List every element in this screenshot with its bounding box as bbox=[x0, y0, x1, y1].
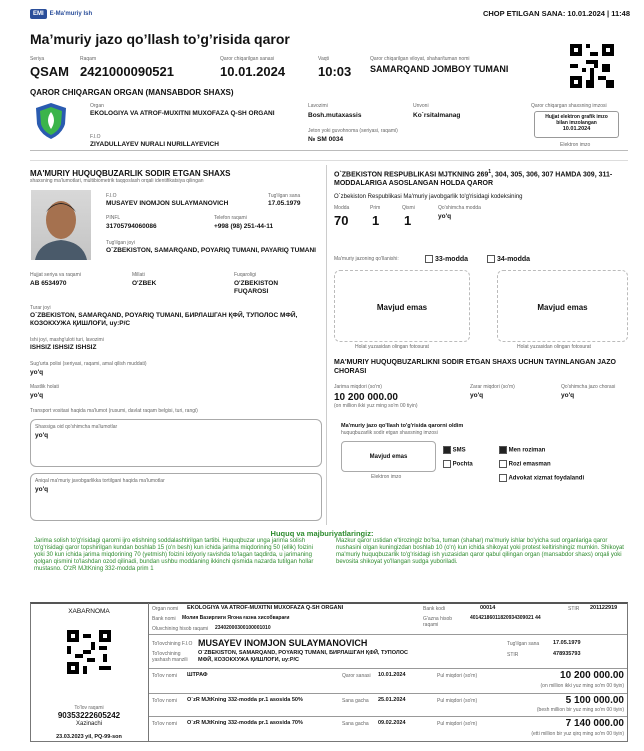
pay-number: 90353222605242 bbox=[57, 711, 121, 720]
opt-33[interactable] bbox=[425, 255, 468, 263]
article-value: 70 bbox=[334, 213, 349, 228]
signature-label: Qaror chiqargan shaxsning imzosi bbox=[531, 103, 607, 109]
extra-article-value: yo'q bbox=[438, 213, 452, 220]
series-value: QSAM bbox=[30, 64, 69, 79]
r-account-label: Oluvchining hisob raqami bbox=[152, 626, 209, 632]
work-label: Ishi joyi, mashg'uloti turi, lavozimi bbox=[30, 337, 104, 343]
opt-lawyer[interactable] bbox=[499, 474, 584, 482]
article-label: Modda bbox=[334, 205, 350, 211]
damage-label: Zarar miqdori (so'm) bbox=[470, 384, 515, 390]
place-label: Qaror chiqarilgan viloyat, shahar/tuman nomi bbox=[370, 56, 470, 62]
residence-label: Turar joyi bbox=[30, 305, 51, 311]
extra-article-label: Qo'shimcha modda bbox=[438, 205, 481, 211]
legal-title-a: O`ZBEKISTON RESPUBLIKASI MJTKNING 269 bbox=[334, 171, 489, 179]
photo-box-1 bbox=[334, 270, 470, 342]
opt-33-label: 33-modda bbox=[434, 255, 469, 263]
rank-value: Ko`rsitalmanag bbox=[413, 112, 461, 119]
xabarnoma-label: XABARNOMA bbox=[68, 608, 110, 615]
ack-sign-caption: Elektron imzo bbox=[371, 474, 402, 480]
receipt-date: 23.03.2023 yil, PQ-99-son bbox=[56, 734, 122, 740]
extra-info-label: Shaxsiga oid qo'shimcha ma'lumotlar bbox=[35, 424, 118, 430]
r1-note: (on million ikki yuz ming so'm 00 tiyin) bbox=[540, 683, 624, 689]
phone-label: Telefon raqami bbox=[214, 215, 247, 221]
opt-34[interactable] bbox=[487, 255, 530, 263]
birth-value: 17.05.1979 bbox=[268, 200, 301, 207]
cashier-label: Xazinachi bbox=[75, 721, 102, 727]
phone-value: +998 (98) 251-44-11 bbox=[214, 223, 274, 230]
checkbox-sms[interactable] bbox=[443, 446, 451, 454]
r1-v2: 10.01.2024 bbox=[378, 672, 406, 678]
r1-l1: To'lov nomi bbox=[152, 673, 177, 679]
r1-amount: 10 200 000.00 bbox=[560, 670, 624, 681]
r-account: 23402000300100001010 bbox=[215, 625, 271, 631]
person-section-title: MA'MURIY HUQUQBUZARLIK SODIR ETGAN SHAXS bbox=[30, 169, 231, 178]
citizen-label: Fuqaroligi bbox=[234, 272, 256, 278]
logo-text: E-Ma'muriy Ish bbox=[49, 11, 93, 17]
transport-label: Transport vositasi haqida ma'lumot (rusumi, davlat raqam belgisi, turi, rangi) bbox=[30, 408, 198, 414]
fact-info-label: Aniqal ma'muriy javobgarlikka tortilgani haqida ma'lumotlar bbox=[35, 478, 165, 484]
checkbox-33[interactable] bbox=[425, 255, 433, 263]
ack-sign-text: Mavjud emas bbox=[369, 454, 408, 460]
post-label: Pochta bbox=[452, 461, 473, 468]
position-value: Bosh.mutaxassis bbox=[308, 112, 362, 119]
signature-box bbox=[534, 111, 619, 138]
part-label: Prim bbox=[370, 205, 381, 211]
time-value: 10:03 bbox=[318, 64, 352, 79]
photo-1-caption: Holat yuzasidan olingan fotosurat bbox=[355, 344, 429, 350]
opt-post[interactable] bbox=[443, 460, 473, 468]
series-label: Seriya bbox=[30, 56, 45, 62]
r3-l1: To'lov nomi bbox=[152, 721, 177, 727]
pay-number-label: To'lov raqami bbox=[74, 705, 104, 711]
penalty-section-title: MA'MURIY HUQUQBUZARLIKNI SODIR ETGAN SHAXS UCHUN TAYINLANGAN JAZO CHORASI bbox=[334, 359, 616, 375]
sms-label: SMS bbox=[452, 447, 466, 454]
pinfl-label: PINFL bbox=[106, 215, 121, 221]
person-fio: MUSAYEV INOMJON SULAYMANOVICH bbox=[106, 200, 229, 207]
r-stir-label: STIR bbox=[568, 606, 580, 612]
nation-label: Millati bbox=[132, 272, 145, 278]
r-organ: EKOLOGIYA VA ATROF-MUXITNI MUXOFAZA Q-SH ORGANI bbox=[187, 605, 344, 611]
r-treasury: 40142186011820934309021 44 bbox=[470, 615, 541, 621]
birthplace-label: Tug'ilgan joyi bbox=[106, 240, 135, 246]
badge-value: № SM 0034 bbox=[308, 136, 344, 143]
r3-l2: Sana gacha bbox=[342, 721, 369, 727]
fine-note: (on million ikki yuz ming so'm 00 tiyin) bbox=[334, 403, 418, 409]
r-pstir-label: STIR bbox=[507, 652, 519, 658]
opt-sms[interactable] bbox=[443, 446, 466, 454]
r3-note: (etti million bir yuz qirq ming so'm 00 tiyin) bbox=[531, 731, 624, 737]
r3-amount: 7 140 000.00 bbox=[565, 718, 624, 729]
officer-fio: ZIYADULLAYEV NURALI NURILLAYEVICH bbox=[90, 141, 219, 148]
photo-box-2 bbox=[497, 270, 628, 342]
r-pbirth: 17.05.1979 bbox=[553, 640, 581, 646]
citizen-value: O'ZBEKISTON FUQAROSI bbox=[234, 280, 279, 295]
time-label: Vaqti bbox=[318, 56, 330, 62]
r-payer: MUSAYEV INOMJON SULAYMANOVICH bbox=[198, 638, 368, 648]
checkbox-34[interactable] bbox=[487, 255, 495, 263]
r-paddr-label: To'lovchining yashash manzili bbox=[152, 651, 188, 663]
insurance-value: yo'q bbox=[30, 369, 44, 376]
signature-date: 10.01.2024 bbox=[562, 126, 591, 132]
insurance-label: Sug'urta polisi (seriyasi, raqami, amal qilish muddati) bbox=[30, 361, 147, 367]
passport-value: AB 6534970 bbox=[30, 280, 67, 287]
photo-1-text: Mavjud emas bbox=[376, 303, 428, 312]
sobriety-value: yo'q bbox=[30, 392, 44, 399]
r-organ-label: Organ nomi bbox=[152, 606, 179, 612]
emblem-icon bbox=[34, 102, 68, 140]
birthplace-value: O`ZBEKISTON, SAMARQAND, POYARIQ TUMANI, PAYARIQ TUMANI bbox=[106, 247, 316, 254]
r2-note: (besh million bir yuz ming so'm 00 tiyin) bbox=[536, 707, 624, 713]
r1-l3: Pul miqdori (so'm) bbox=[437, 673, 478, 679]
item-value: 1 bbox=[404, 213, 412, 228]
r2-amount: 5 100 000.00 bbox=[565, 695, 624, 706]
legal-title-b: , 304, 305, 306, 307 HAMDA 309, 311-MODDALARIGA ASOSLANGAN HOLDA QAROR bbox=[334, 171, 613, 188]
number-value: 2421000090521 bbox=[80, 64, 174, 79]
r3-v2: 09.02.2024 bbox=[378, 720, 406, 726]
organ-name-label: Organ bbox=[90, 103, 104, 109]
rights-left: Jarima solish to'g'risidagi qarorni ijro etishning soddalashtirilgan tartibi. Huquqbuzar unga jarima solish to'g'risidagi qaror topshirilgan kundan boshlab 15 (o'n besh) kun ichida jarima miqdorining 50 (ellik) foizini yoki 30 kun ichida jarima miqdorining 70 (yetmish) foizini ixtiyoriy ravishda to'lagan taqdirda, u jarimaning qolgan qismini to'lashdan ozod qilinadi, bundan ushbu moddaning ikkinchi qismida nazarda tutilgan hollar mustasno. O'zR MJtKning 332-modda prim 1 bbox=[34, 538, 314, 572]
person-photo bbox=[31, 190, 91, 260]
work-value: ISHSIZ ISHSIZ ISHSIZ bbox=[30, 344, 97, 351]
agree-label: Men roziman bbox=[508, 447, 546, 454]
sobriety-label: Mastlik holati bbox=[30, 384, 59, 390]
receipt-qr-icon bbox=[67, 630, 111, 674]
badge-label: Jeton yoki guvohnoma (seriyasi, raqami) bbox=[308, 128, 398, 134]
r2-v2: 25.01.2024 bbox=[378, 697, 406, 703]
person-section-sub: shaxsning ma'lumotlari, multibiometrik taqqoslash orqali identifikatsiya qilingan bbox=[30, 178, 204, 184]
part-value: 1 bbox=[372, 213, 380, 228]
rights-right: Mazkur qaror ustidan e'tirozingiz bo'lsa, tuman (shahar) ma'muriy ishlar bo'yicha sud organlariga qaror nushasini olgan kuningizdan boshlab 10 (o'n) kun ichida shikoyat yoki protest keltirishingiz mumkin. Shikoyat ma'muriy huquqbuzarlik to'g'risidagi ish yuzasidan qaror qabul qilingan organ (mansabdor shaxs) orqali yoki bevosita shikoyat yo'llangan sudga yuboriladi. bbox=[336, 538, 624, 565]
position-label: Lavozimi bbox=[308, 103, 328, 109]
place-value: SAMARQAND JOMBOY TUMANI bbox=[370, 64, 509, 74]
r2-l1: To'lov nomi bbox=[152, 698, 177, 704]
officer-fio-label: F.I.O bbox=[90, 134, 101, 140]
print-date: CHOP ETILGAN SANA: 10.01.2024 | 11:48 bbox=[482, 9, 630, 18]
photo-2-text: Mavjud emas bbox=[537, 303, 588, 312]
opt-34-label: 34-modda bbox=[496, 255, 531, 263]
damage-value: yo'q bbox=[470, 392, 484, 399]
r-bank-code-label: Bank kodi bbox=[423, 606, 445, 612]
opt-agree[interactable] bbox=[499, 446, 545, 454]
r1-v1: ШТРАФ bbox=[187, 672, 208, 678]
birth-label: Tug'ilgan sana bbox=[268, 193, 301, 199]
ack-title: Ma'muriy jazo qo'llash to'g'risida qarorni oldim bbox=[341, 423, 464, 429]
pinfl-value: 31705794060086 bbox=[106, 223, 157, 230]
r2-l3: Pul miqdori (so'm) bbox=[437, 698, 478, 704]
r3-v1: O`zR MJtKning 332-modda pr.1 asosida 70% bbox=[187, 720, 303, 726]
photo-2-caption: Holat yuzasidan olingan fotosurat bbox=[517, 344, 591, 350]
r-bank-code: 00014 bbox=[480, 605, 496, 611]
passport-label: Hujjat seriya va raqami bbox=[30, 272, 81, 278]
r-paddr: O`ZBEKISTON, SAMARQAND, POYARIQ TUMANI, БИРЛАШГАН ҚФЙ, ТУПОЛОС МФЙ, КОЗОКХУЖА ҚИШЛОҒИ, uy:P/C bbox=[198, 650, 408, 663]
fact-info-value: yo'q bbox=[35, 486, 49, 493]
logo-badge: EMI bbox=[30, 9, 47, 19]
ack-sign-box bbox=[341, 441, 436, 472]
fine-label: Jarima miqdori (so'm) bbox=[334, 384, 382, 390]
qr-code-icon bbox=[570, 44, 614, 88]
person-fio-label: F.I.O bbox=[106, 193, 117, 199]
r2-v1: O`zR MJtKning 332-modda pr.1 asosida 50% bbox=[187, 697, 303, 703]
addl-label: Qo'shimcha jazo chorasi bbox=[561, 384, 616, 390]
addl-value: yo'q bbox=[561, 392, 575, 399]
checkbox-agree[interactable] bbox=[499, 446, 507, 454]
r-payer-label: To'lovchining F.I.O bbox=[152, 641, 193, 647]
logo bbox=[30, 8, 92, 20]
page-title: Ma’muriy jazo qo’llash to’g’risida qaror bbox=[30, 31, 290, 47]
date-value: 10.01.2024 bbox=[220, 64, 286, 79]
disagree-label: Rozi emasman bbox=[508, 461, 551, 468]
item-label: Qismi bbox=[402, 205, 415, 211]
r-treasury-label: G'azna hisob raqami bbox=[423, 616, 453, 628]
rights-title: Huquq va majburiyatlaringiz: bbox=[270, 529, 374, 538]
extra-info-box bbox=[30, 419, 322, 467]
ack-sub: huquqbuzarlik sodir etgan shaxsning imzosi bbox=[341, 430, 438, 436]
lawyer-label: Advokat xizmat foydalandi bbox=[508, 475, 585, 482]
r-pstir: 478935793 bbox=[553, 651, 581, 657]
organ-name: EKOLOGIYA VA ATROF-MUXITNI MUXOFAZA Q-SH ORGANI bbox=[90, 110, 275, 117]
residence-value: O`ZBEKISTON, SAMARQAND, POYARIQ TUMANI, БИРЛАШГАН ҚФЙ, ТУПОЛОС МФЙ, КОЗОКХУЖА ҚИШЛОҒИ, uy:P/C bbox=[30, 312, 298, 327]
legal-section-title bbox=[334, 168, 624, 188]
nation-value: O'ZBEK bbox=[132, 280, 157, 287]
checkbox-lawyer[interactable] bbox=[499, 474, 507, 482]
r-bank-label: Bank nomi bbox=[152, 616, 176, 622]
r-stir: 201122919 bbox=[590, 605, 618, 611]
signature-box-text: Hujjat elektron grafik imzo bilan imzolangan bbox=[545, 114, 608, 126]
fine-value: 10 200 000.00 bbox=[334, 392, 398, 403]
fact-info-box bbox=[30, 473, 322, 521]
r-bank: Молия Вазирлиги Ягона ғазна хисобварағи bbox=[182, 615, 290, 621]
legal-title-sup: 1 bbox=[488, 169, 492, 175]
number-label: Raqam bbox=[80, 56, 97, 62]
date-label: Qaror chiqarilgan sanasi bbox=[220, 56, 275, 62]
r3-l3: Pul miqdori (so'm) bbox=[437, 721, 478, 727]
checkbox-post[interactable] bbox=[443, 460, 451, 468]
r-pbirth-label: Tug'ilgan sana bbox=[507, 641, 540, 647]
r1-l2: Qaror sanasi bbox=[342, 673, 371, 679]
organ-section-title: QAROR CHIQARGAN ORGAN (MANSABDOR SHAXS) bbox=[30, 88, 234, 97]
code-title: O`zbekiston Respublikasi Ma'muriy javobgarlik to'g'risidagi kodeksining bbox=[334, 194, 523, 200]
extra-info-value: yo'q bbox=[35, 432, 49, 439]
e-sign-caption: Elektron imzo bbox=[560, 142, 591, 148]
checkbox-disagree[interactable] bbox=[499, 460, 507, 468]
rank-label: Unvoni bbox=[413, 103, 429, 109]
reduce-label: Ma'muriy jazoning qo'llanishi: bbox=[334, 256, 399, 262]
r2-l2: Sana gacha bbox=[342, 698, 369, 704]
opt-disagree[interactable] bbox=[499, 460, 551, 468]
